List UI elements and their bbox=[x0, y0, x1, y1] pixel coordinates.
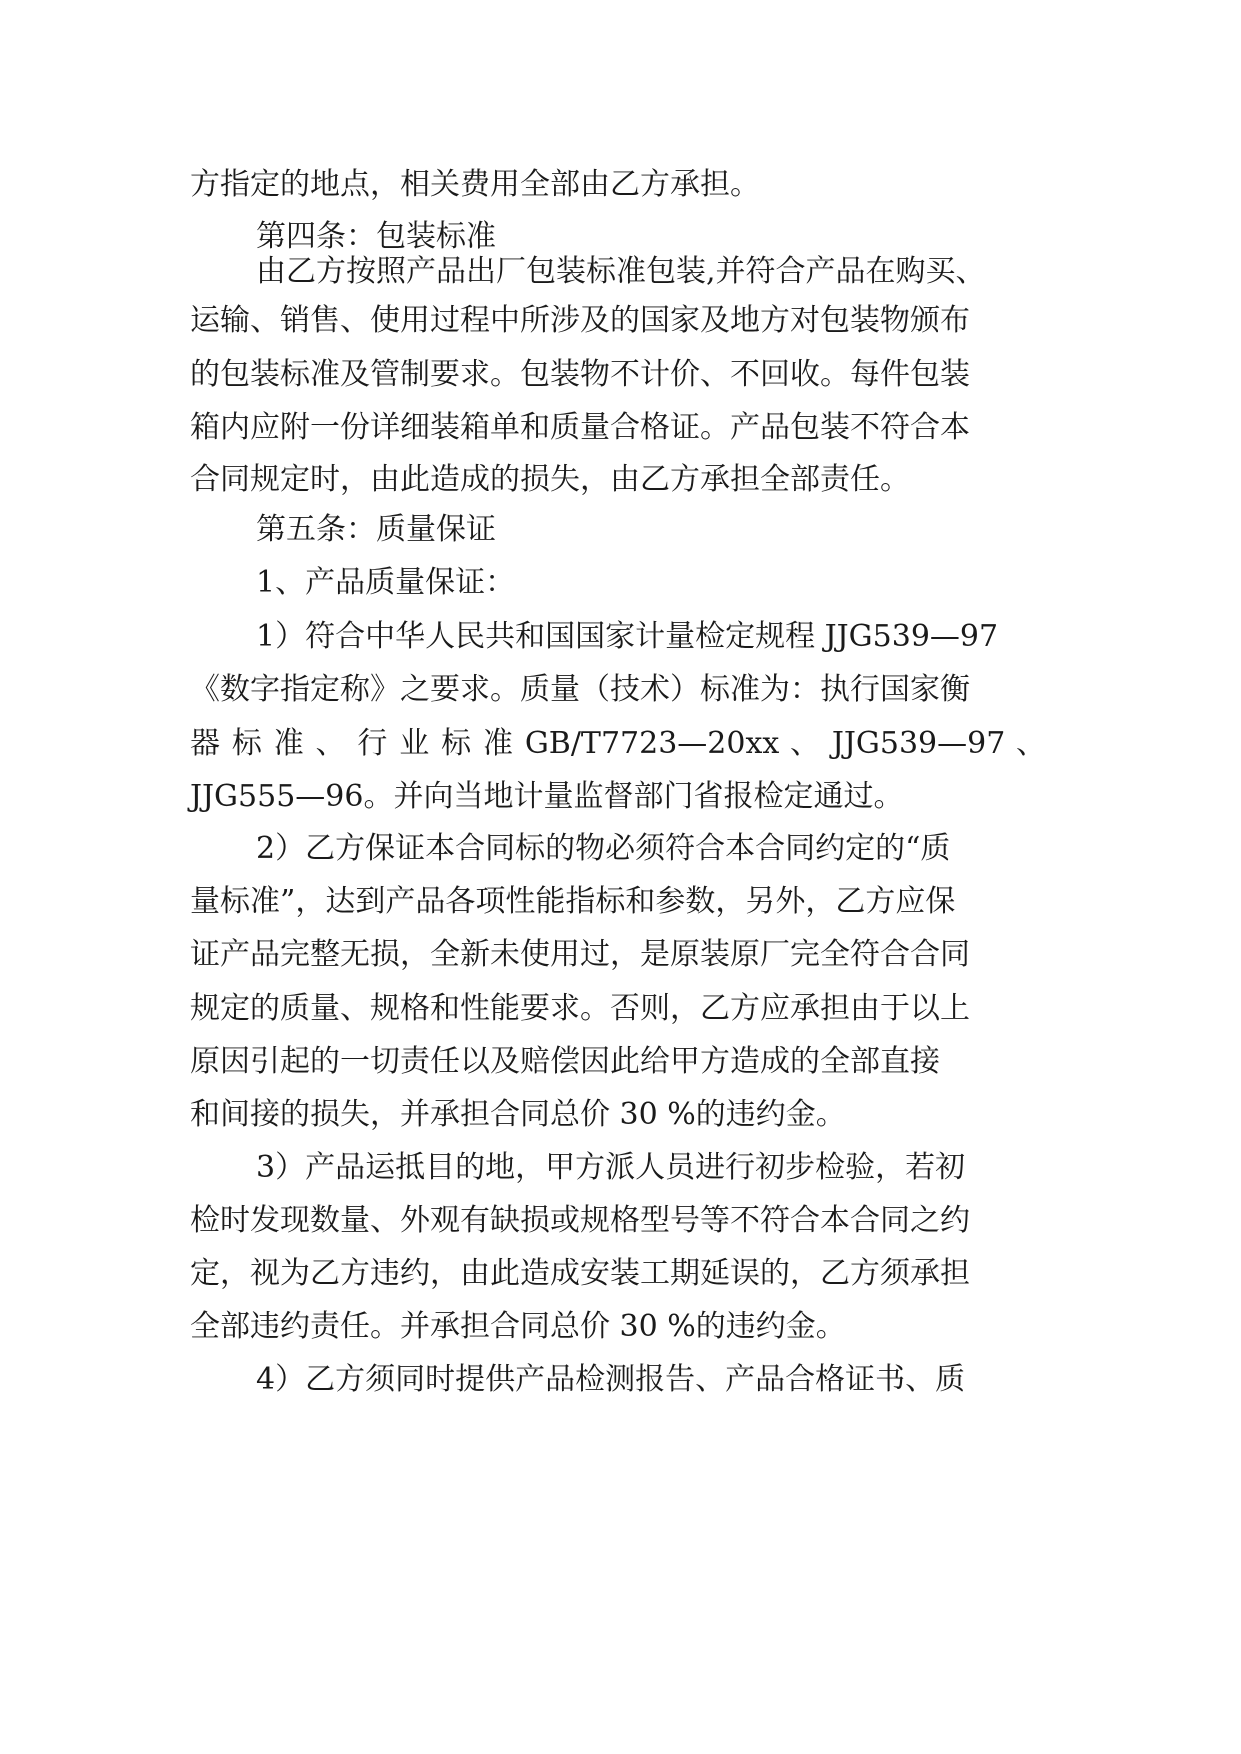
text-line: 箱内应附一份详细装箱单和质量合格证。产品包装不符合本 bbox=[190, 410, 970, 445]
text-line: 2）乙方保证本合同标的物必须符合本合同约定的“质 bbox=[256, 831, 951, 866]
text-line: 器 标 准 、 行 业 标 准 GB/T7723—20xx 、 JJG539—97 、 bbox=[190, 726, 1046, 761]
text-line: 和间接的损失，并承担合同总价 30 %的违约金。 bbox=[190, 1097, 846, 1132]
text-line: 全部违约责任。并承担合同总价 30 %的违约金。 bbox=[190, 1309, 846, 1344]
text-line: 运输、销售、使用过程中所涉及的国家及地方对包装物颁布 bbox=[190, 303, 970, 338]
text-line: 证产品完整无损，全新未使用过，是原装原厂完全符合合同 bbox=[190, 937, 970, 972]
text-line: 规定的质量、规格和性能要求。否则，乙方应承担由于以上 bbox=[190, 991, 970, 1026]
text-line: 4）乙方须同时提供产品检测报告、产品合格证书、质 bbox=[256, 1362, 966, 1397]
text-line: 检时发现数量、外观有缺损或规格型号等不符合本合同之约 bbox=[190, 1203, 970, 1238]
text-line: 方指定的地点，相关费用全部由乙方承担。 bbox=[190, 167, 760, 202]
text-line: 《数字指定称》之要求。质量（技术）标准为：执行国家衡 bbox=[190, 672, 970, 707]
text-line: 由乙方按照产品出厂包装标准包装,并符合产品在购买、 bbox=[256, 254, 986, 289]
text-line: 原因引起的一切责任以及赔偿因此给甲方造成的全部直接 bbox=[190, 1044, 940, 1079]
text-line: 的包装标准及管制要求。包装物不计价、不回收。每件包装 bbox=[190, 357, 970, 392]
text-line: 1）符合中华人民共和国国家计量检定规程 JJG539—97 bbox=[256, 619, 999, 654]
text-line: 3）产品运抵目的地，甲方派人员进行初步检验，若初 bbox=[256, 1150, 966, 1185]
text-line: 量标准”，达到产品各项性能指标和参数，另外，乙方应保 bbox=[190, 884, 956, 919]
section-heading-packaging: 第四条：包装标准 bbox=[256, 219, 496, 254]
text-line: 1、产品质量保证： bbox=[256, 565, 516, 600]
text-line: 合同规定时，由此造成的损失，由乙方承担全部责任。 bbox=[190, 462, 910, 497]
section-heading-quality: 第五条：质量保证 bbox=[256, 512, 496, 547]
text-line: JJG555—96。并向当地计量监督部门省报检定通过。 bbox=[190, 779, 904, 814]
text-line: 定，视为乙方违约，由此造成安装工期延误的，乙方须承担 bbox=[190, 1256, 970, 1291]
